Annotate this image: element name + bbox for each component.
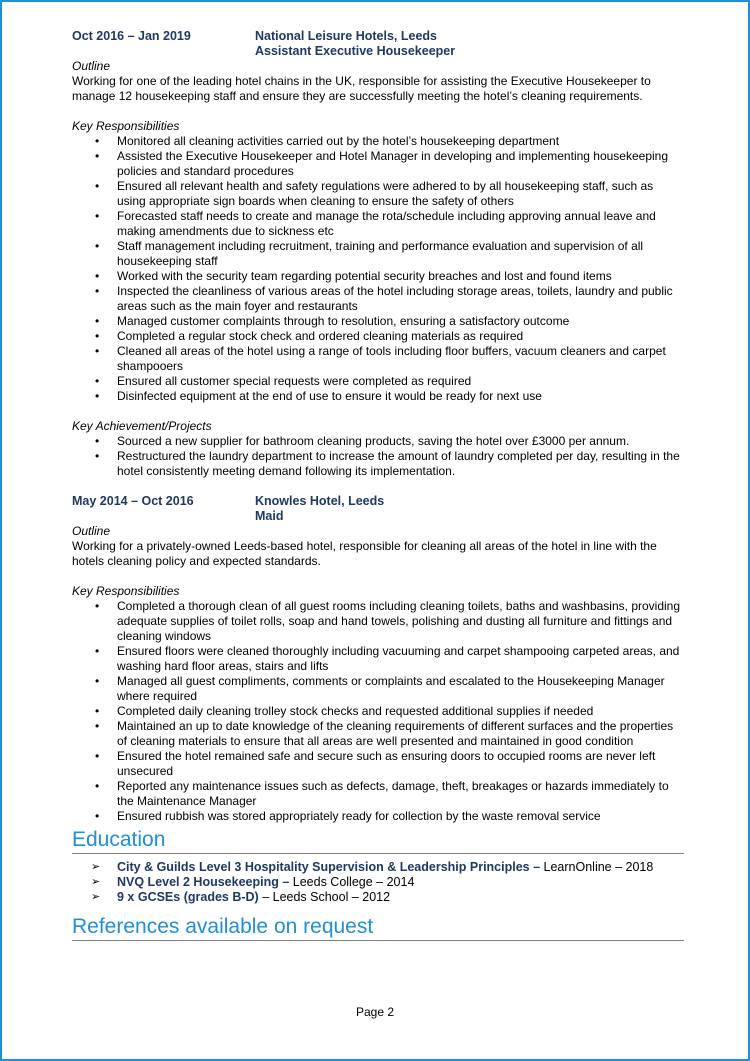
list-item: • Assisted the Executive Housekeeper and Hotel Manager in developing and implementing housekeeping policies and standard procedures bbox=[117, 149, 684, 179]
job-header bbox=[72, 494, 684, 524]
list-item: • Worked with the security team regarding potential security breaches and lost and found items bbox=[117, 269, 684, 284]
job-employer: Knowles Hotel, Leeds bbox=[255, 494, 385, 508]
list-item: • Reported any maintenance issues such as defects, damage, theft, breakages or hazards immediately to the Maintenance Manager bbox=[117, 779, 684, 809]
list-item: • Inspected the cleanliness of various areas of the hotel including storage areas, toilets, laundry and public areas such as the main foyer and restaurants bbox=[117, 284, 684, 314]
education-heading: Education bbox=[72, 828, 684, 854]
references-heading: References available on request bbox=[72, 915, 684, 941]
qualification: 9 x GCSEs (grades B-D) bbox=[117, 890, 259, 904]
job-employer: National Leisure Hotels, Leeds bbox=[255, 29, 437, 43]
list-item bbox=[117, 890, 684, 905]
list-item: • Disinfected equipment at the end of use to ensure it would be ready for next use bbox=[117, 389, 684, 404]
job-role: Assistant Executive Housekeeper bbox=[255, 44, 456, 58]
job-entry-2 bbox=[72, 494, 684, 824]
list-item: • Ensured rubbish was stored appropriately ready for collection by the waste removal service bbox=[117, 809, 684, 824]
list-item: • Completed a regular stock check and ordered cleaning materials as required bbox=[117, 329, 684, 344]
list-item: • Restructured the laundry department to increase the amount of laundry completed per day, resulting in the hotel consistently meeting demand following its implementation. bbox=[117, 449, 684, 479]
list-item: • Staff management including recruitment, training and performance evaluation and supervision of all housekeeping staff bbox=[117, 239, 684, 269]
list-item: • Sourced a new supplier for bathroom cleaning products, saving the hotel over £3000 per annum. bbox=[117, 434, 684, 449]
outline-label: Outline bbox=[72, 524, 111, 538]
list-item bbox=[117, 875, 684, 890]
page-content bbox=[72, 29, 684, 941]
list-item: • Ensured floors were cleaned thoroughly including vacuuming and carpet shampooing carpeted areas, and washing hard floor areas, stairs and lifts bbox=[117, 644, 684, 674]
responsibilities-label: Key Responsibilities bbox=[72, 584, 180, 598]
list-item: • Ensured the hotel remained safe and secure such as ensuring doors to occupied rooms are never left unsecured bbox=[117, 749, 684, 779]
institution: LearnOnline – 2018 bbox=[540, 860, 654, 874]
list-item: • Forecasted staff needs to create and manage the rota/schedule including approving annual leave and making amendments due to sickness etc bbox=[117, 209, 684, 239]
job-date: May 2014 – Oct 2016 bbox=[72, 494, 194, 508]
outline-text: Working for one of the leading hotel chains in the UK, responsible for assisting the Executive Housekeeper to manage 12 housekeeping staff and ensure they are successfully meeting the hotel’s cleaning requirements. bbox=[72, 74, 651, 103]
education-list bbox=[72, 860, 684, 905]
job-header bbox=[72, 29, 684, 59]
list-item: • Completed daily cleaning trolley stock checks and requested additional supplies if needed bbox=[117, 704, 684, 719]
list-item: • Ensured all relevant health and safety regulations were adhered to by all housekeeping staff, such as using appropriate sign boards when cleaning to ensure the safety of others bbox=[117, 179, 684, 209]
list-item: • Monitored all cleaning activities carried out by the hotel’s housekeeping department bbox=[117, 134, 684, 149]
institution: Leeds College – 2014 bbox=[289, 875, 415, 889]
responsibilities-list bbox=[72, 599, 684, 824]
outline-label: Outline bbox=[72, 59, 111, 73]
page-number: Page 2 bbox=[355, 1005, 395, 1019]
list-item: • Managed all guest compliments, comments or complaints and escalated to the Housekeeping Manager where required bbox=[117, 674, 684, 704]
outline-text: Working for a privately-owned Leeds-based hotel, responsible for cleaning all areas of the hotel in line with the hotels cleaning policy and expected standards. bbox=[72, 539, 657, 568]
qualification: NVQ Level 2 Housekeeping – bbox=[117, 875, 290, 889]
job-date: Oct 2016 – Jan 2019 bbox=[72, 29, 191, 43]
achievements-list bbox=[72, 434, 684, 479]
list-item: • Maintained an up to date knowledge of the cleaning requirements of different surfaces and the properties of cleaning materials to ensure that all areas are well presented and maintained in good condition bbox=[117, 719, 684, 749]
list-item bbox=[117, 860, 684, 875]
list-item: • Managed customer complaints through to resolution, ensuring a satisfactory outcome bbox=[117, 314, 684, 329]
responsibilities-label: Key Responsibilities bbox=[72, 119, 180, 133]
list-item: • Ensured all customer special requests were completed as required bbox=[117, 374, 684, 389]
job-role: Maid bbox=[255, 509, 284, 523]
responsibilities-list bbox=[72, 134, 684, 404]
list-item: • Cleaned all areas of the hotel using a range of tools including floor buffers, vacuum cleaners and carpet shampooers bbox=[117, 344, 684, 374]
qualification: City & Guilds Level 3 Hospitality Supervision & Leadership Principles – bbox=[117, 860, 541, 874]
institution: – Leeds School – 2012 bbox=[258, 890, 391, 904]
achievements-label: Key Achievement/Projects bbox=[72, 419, 212, 433]
list-item: • Completed a thorough clean of all guest rooms including cleaning toilets, baths and washbasins, providing adequate supplies of toilet rolls, soap and hand towels, polishing and dusting all furniture and fittings and cleaning windows bbox=[117, 599, 684, 644]
job-entry-1 bbox=[72, 29, 684, 479]
